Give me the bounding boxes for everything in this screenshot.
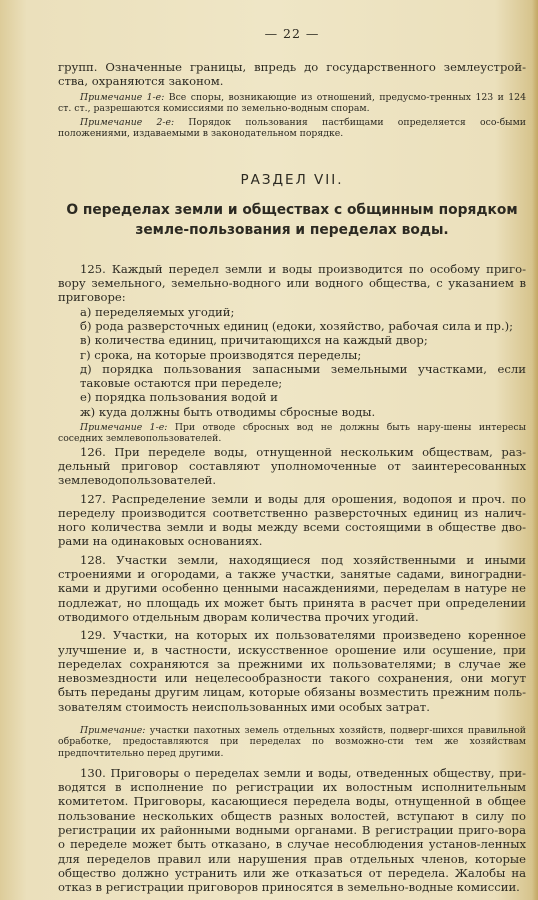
article-127: 127. Распределение земли и воды для орошения, водопоя и проч. по переделу производится соответственно разверсточных единиц из налич-ного количества земли и воды между всеми состоящими в обществе дво-рами на одинаковых основаниях. (58, 491, 526, 549)
article-125: 125. Каждый передел земли и воды производится по особому приго-вору земельного, земельно-водного или водного общества, с указанием в приговоре: (58, 261, 526, 305)
article-130: 130. Приговоры о переделах земли и воды, отведенных обществу, при-водятся в исполнение по регистрации их волостным исполнительным комитетом. Приговоры, касающиеся передела воды, отнущенной в общее пользование нескольких обществ разных волостей, вступают в силу по регистрации их районными водными органами. В регистрации приго-вора о переделе может быть отказано, в случае несоблюдения установ-ленных для переделов правил или нарушения прав отдельных членов, которые общество должно устранить или же отказаться от передела. Жалобы на отказ в регистрации приговоров приносятся в земельно-водные комиссии. (58, 765, 526, 895)
list-item: г) срока, на которые производятся переделы; (80, 347, 362, 362)
list-item: д) порядка пользования запасными земельными участками, если таковые остаются при переделе; (80, 361, 526, 391)
article-128: 128. Участки земли, находящиеся под хозяйственными и иными строениями и огородами, а также участки, занятые садами, виноградни-ками и другими особенно ценными насаждениями, переделам в натуре не подлежат, но площадь их может быть принята в расчет при определении отводимого отдельным дворам количества прочих угодий. (58, 552, 526, 624)
chapter-heading: О переделах земли и обществах с общинным порядком земле-пользования и переделах воды. (66, 201, 518, 238)
intro-paragraph: групп. Означенные границы, впредь до государственного землеустрой-ства, охраняются законом. (58, 60, 526, 89)
section-title: РАЗДЕЛ VII. (240, 171, 344, 188)
note-label: Примечание: (80, 724, 146, 736)
note-label: Примечание 1-е: (80, 422, 168, 434)
list-item: е) порядка пользования водой и (80, 390, 278, 405)
note-text: Порядок пользования пастбищами определяется осо-быми положениями, издаваемыми в законодательном порядке. (58, 117, 526, 140)
list-item: в) количества единиц, причитающихся на каждый двор; (80, 333, 428, 348)
article-129: 129. Участки, на которых их пользователями произведено коренное улучшение и, в частности, искусственное орошение или осушение, при переделах сохраняются за прежними их пользователями; в случае же невозмездности или нецелесообразности такого сохранения, они могут быть переданы другим лицам, которые обязаны возместить прежним поль-зователям стоимость неиспользованных ими особых затрат. (58, 628, 526, 714)
note-text: При отводе сбросных вод не должны быть нару-шены интересы соседних землевопользователей. (58, 422, 526, 445)
list-item: а) переделяемых угодий; (80, 304, 235, 319)
note-paragraph (58, 92, 526, 115)
note-label: Примечание 1-е: (80, 91, 165, 103)
page-content (58, 26, 526, 895)
list-item: ж) куда должны быть отводимы сбросные воды. (80, 404, 376, 419)
note-paragraph (58, 117, 526, 140)
note-label: Примечание 2-е: (80, 117, 175, 129)
note-paragraph (58, 725, 526, 759)
note-paragraph (58, 422, 526, 445)
article-126: 126. При переделе воды, отнущенной нескольким обществам, раз-дельный приговор составляют уполномоченные от заинтересованных землеводопользователей. (58, 444, 526, 488)
note-text: участки пахотных земель отдельных хозяйств, подверг-шихся правильной обработке, предоставляются при переделах по возможно-сти тем же хозяйствам предпочтительно перед другими. (58, 724, 526, 759)
note-text: Все споры, возникающие из отношений, предусмо-тренных 123 и 124 ст. ст., разрешаются комиссиями по земельно-водным спорам. (58, 91, 527, 114)
page-number: — 22 — (264, 26, 320, 41)
list-item: б) рода разверсточных единиц (едоки, хозяйство, рабочая сила и пр.); (80, 318, 514, 333)
page-edge-shadow (532, 0, 538, 900)
